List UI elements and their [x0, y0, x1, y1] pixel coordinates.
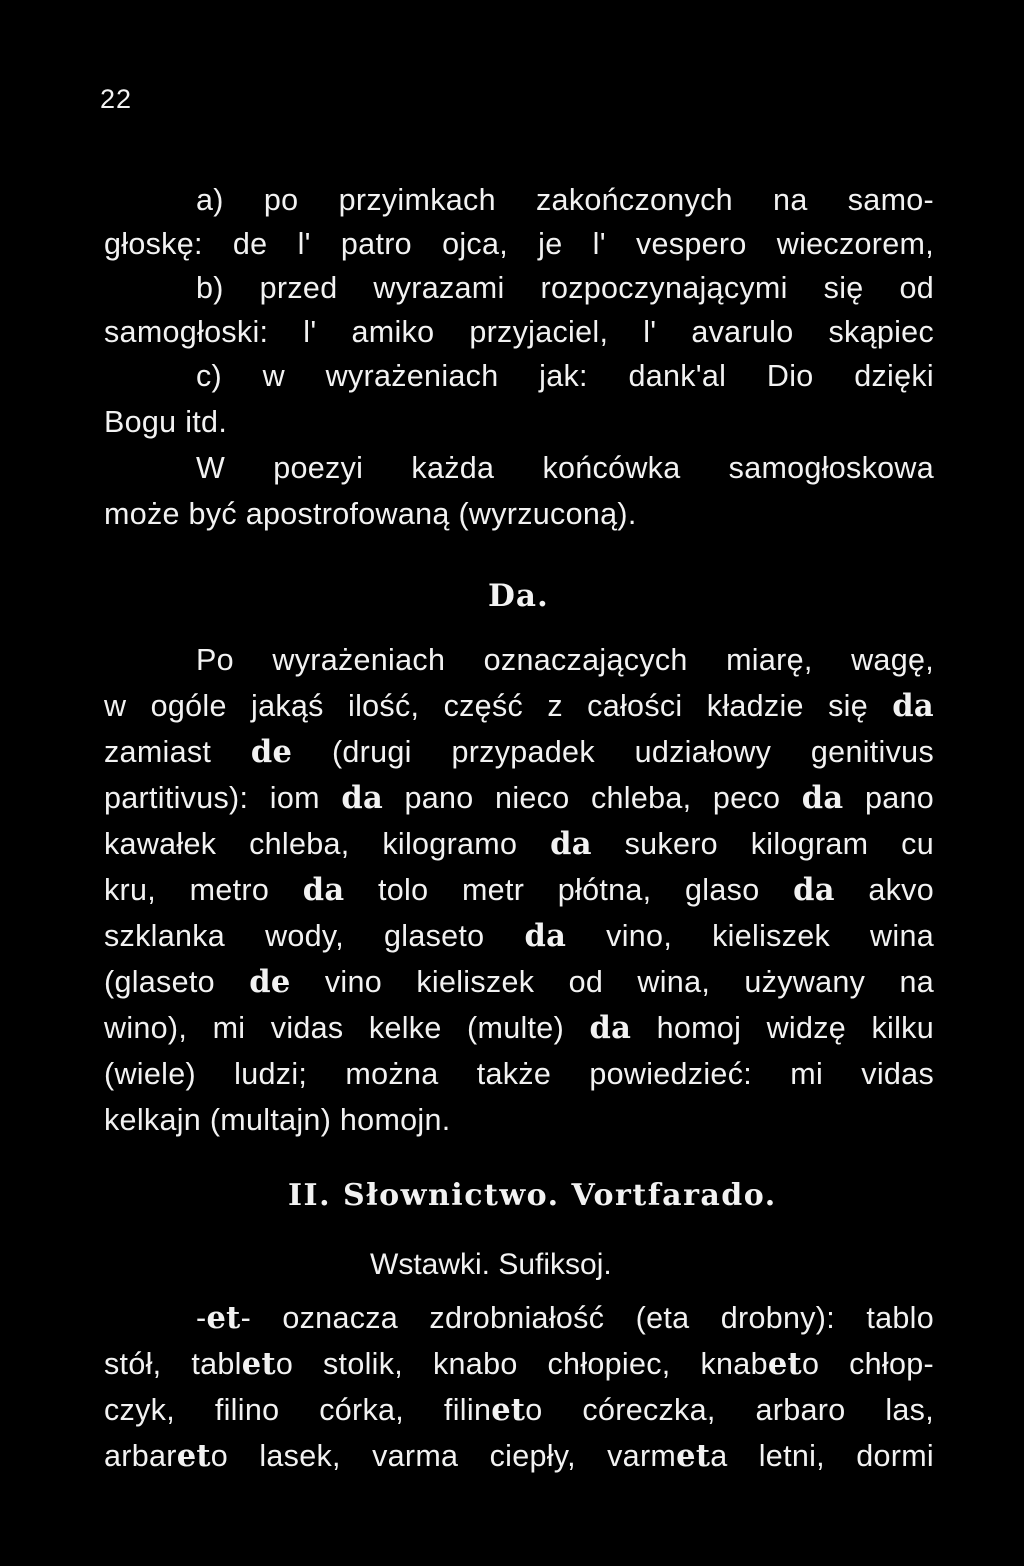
- text-run: (drugi przypadek udziałowy genitivus: [292, 735, 934, 769]
- text-line: [196, 1296, 934, 1340]
- text-run: sukero kilogram cu: [591, 827, 934, 861]
- text-run: - oznacza zdrobniałość (eta drobny): tablo: [240, 1301, 934, 1335]
- text-run: (glaseto: [104, 965, 250, 999]
- text-line: [104, 868, 934, 912]
- text-run: -: [196, 1301, 207, 1335]
- text-run: Bogu itd.: [104, 405, 228, 439]
- subheading-suffixes: Wstawki. Sufiksoj.: [370, 1248, 612, 1281]
- text-line: [104, 310, 934, 354]
- text-run: stół, tabl: [104, 1347, 242, 1381]
- section-heading-da: Da.: [488, 578, 549, 614]
- text-run: (wiele) ludzi; można także powiedzieć: mi vidas: [104, 1057, 934, 1091]
- text-run: b) przed wyrazami rozpoczynającymi się od: [196, 271, 934, 305]
- bold-term: et: [491, 1392, 526, 1428]
- text-run: arbar: [104, 1439, 177, 1473]
- bold-term: da: [892, 688, 934, 724]
- text-run: vino, kieliszek wina: [566, 919, 934, 953]
- text-run: kawałek chleba, kilogramo: [104, 827, 551, 861]
- text-run: może być apostrofowaną (wyrzuconą).: [104, 497, 637, 531]
- text-line: [196, 638, 934, 682]
- text-run: o stolik, knabo chłopiec, knab: [275, 1347, 768, 1381]
- text-line: [104, 1342, 934, 1386]
- bold-term: da: [793, 872, 835, 908]
- text-run: W poezyi każda końcówka samogłoskowa: [196, 451, 934, 485]
- bold-term: et: [176, 1438, 211, 1474]
- text-line: [196, 178, 934, 222]
- text-run: a) po przyimkach zakończonych na samo-: [196, 183, 934, 217]
- text-line: [104, 400, 934, 444]
- text-line: [104, 730, 934, 774]
- text-run: Po wyrażeniach oznaczających miarę, wagę,: [196, 643, 934, 677]
- text-run: czyk, filino córka, filin: [104, 1393, 492, 1427]
- bold-term: et: [241, 1346, 276, 1382]
- text-line: [104, 1098, 934, 1142]
- text-line: [104, 222, 934, 266]
- page-number: 22: [100, 84, 133, 114]
- bold-term: de: [250, 734, 293, 770]
- text-line: [104, 822, 934, 866]
- section-heading-vocabulary: II. Słownictwo. Vortfarado.: [288, 1178, 777, 1213]
- text-run: samogłoski: l' amiko przyjaciel, l' avarulo skąpiec: [104, 315, 934, 349]
- bold-term: da: [302, 872, 345, 908]
- text-run: pano nieco chleba, peco: [383, 781, 802, 815]
- bold-term: de: [249, 964, 291, 1000]
- text-line: [104, 1052, 934, 1096]
- text-run: o córeczka, arbaro las,: [525, 1393, 934, 1427]
- bold-term: et: [676, 1438, 711, 1474]
- text-run: vino kieliszek od wina, używany na: [290, 965, 935, 999]
- text-line: [104, 960, 934, 1004]
- text-line: [104, 1388, 934, 1432]
- text-run: o chłop-: [801, 1347, 934, 1381]
- text-run: kelkajn (multajn) homojn.: [104, 1103, 451, 1137]
- text-run: kru, metro: [104, 873, 303, 907]
- text-line: [104, 684, 934, 728]
- text-line: [104, 914, 934, 958]
- text-run: tolo metr płótna, glaso: [344, 873, 794, 907]
- text-run: zamiast: [104, 735, 251, 769]
- text-run: wino), mi vidas kelke (multe): [104, 1011, 590, 1045]
- text-line: [104, 492, 934, 536]
- text-line: [196, 266, 934, 310]
- text-line: [104, 776, 934, 820]
- text-run: głoskę: de l' patro ojca, je l' vespero wieczorem,: [104, 227, 934, 261]
- bold-term: da: [524, 918, 567, 954]
- bold-term: et: [206, 1300, 241, 1336]
- text-run: szklanka wody, glaseto: [104, 919, 525, 953]
- text-line: [196, 354, 934, 398]
- text-run: c) w wyrażeniach jak: dank'al Dio dzięki: [196, 359, 934, 393]
- bold-term: da: [341, 780, 384, 816]
- text-run: o lasek, varma ciepły, varm: [210, 1439, 677, 1473]
- text-run: homoj widzę kilku: [631, 1011, 934, 1045]
- text-run: pano: [843, 781, 934, 815]
- text-line: [196, 446, 934, 490]
- text-run: w ogóle jakąś ilość, część z całości kładzie się: [104, 689, 893, 723]
- text-run: partitivus): iom: [104, 781, 342, 815]
- bold-term: da: [801, 780, 844, 816]
- text-run: a letni, dormi: [710, 1439, 934, 1473]
- bold-term: da: [550, 826, 592, 862]
- bold-term: et: [767, 1346, 802, 1382]
- bold-term: da: [589, 1010, 632, 1046]
- text-line: [104, 1006, 934, 1050]
- text-run: akvo: [834, 873, 934, 907]
- text-line: [104, 1434, 934, 1478]
